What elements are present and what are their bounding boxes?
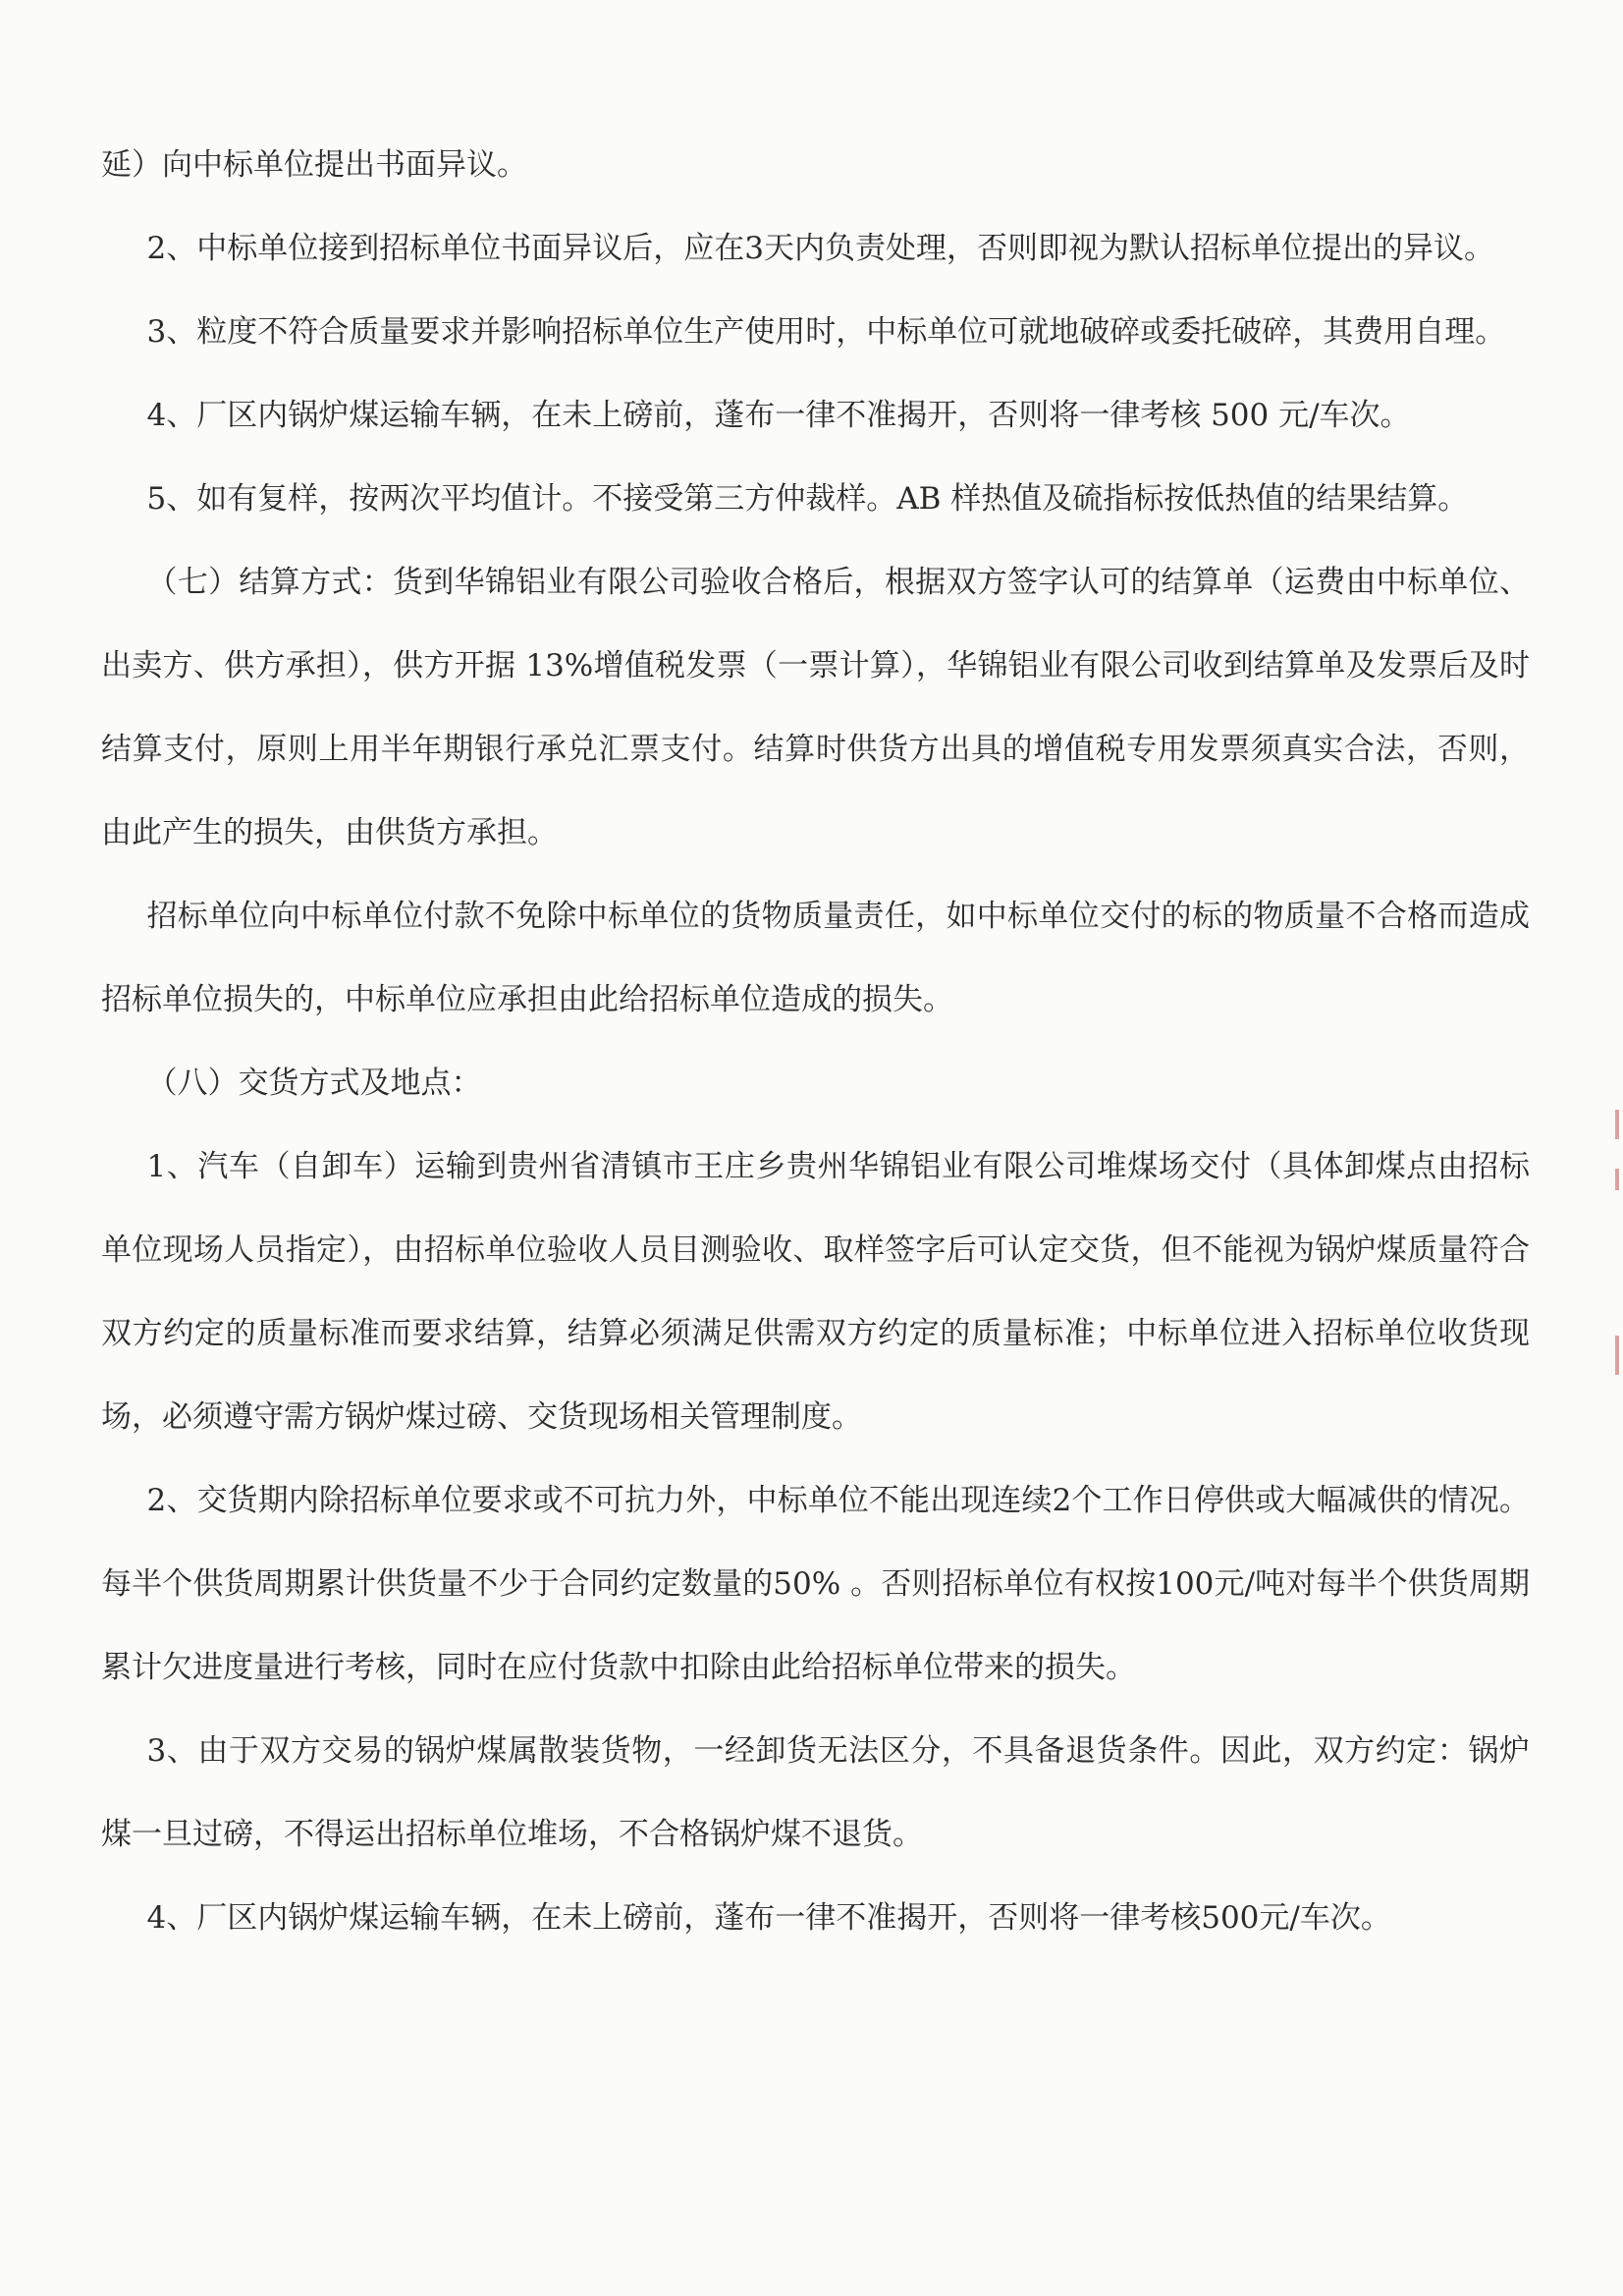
paragraph-objection-continued: 延）向中标单位提出书面异议。	[101, 147, 527, 183]
paragraph-payment-liability: 招标单位向中标单位付款不免除中标单位的货物质量责任，如中标单位交付的标的物质量不合格而造成招标单位损失的，中标单位应承担由此给招标单位造成的损失。	[101, 899, 1530, 1017]
scan-edge-mark	[1615, 1169, 1619, 1190]
document-body	[101, 124, 1530, 1960]
paragraph-item-3-granularity: 3、粒度不符合质量要求并影响招标单位生产使用时，中标单位可就地破碎或委托破碎，其费用自理。	[146, 314, 1506, 350]
scan-edge-mark	[1615, 1336, 1619, 1375]
paragraph-item-5-resample: 5、如有复样，按两次平均值计。不接受第三方仲裁样。AB 样热值及硫指标按低热值的结果结算。	[146, 481, 1469, 517]
heading-section-8-delivery: （八）交货方式及地点：	[146, 1066, 482, 1101]
paragraph-item-2-objection: 2、中标单位接到招标单位书面异议后，应在3天内负责处理，否则即视为默认招标单位提出的异议。	[146, 231, 1494, 266]
paragraph-delivery-item-4: 4、厂区内锅炉煤运输车辆，在未上磅前，蓬布一律不准揭开，否则将一律考核500元/车次。	[146, 1900, 1391, 1936]
paragraph-delivery-item-2: 2、交货期内除招标单位要求或不可抗力外，中标单位不能出现连续2个工作日停供或大幅减供的情况。每半个供货周期累计供货量不少于合同约定数量的50% 。否则招标单位有权按100元/吨对每半个供货周期累计欠进度量进行考核，同时在应付货款中扣除由此给招标单位带来的损失。	[101, 1483, 1530, 1685]
paragraph-delivery-item-1: 1、汽车（自卸车）运输到贵州省清镇市王庄乡贵州华锦铝业有限公司堆煤场交付（具体卸煤点由招标单位现场人员指定），由招标单位验收人员目测验收、取样签字后可认定交货，但不能视为锅炉煤质量符合双方约定的质量标准而要求结算，结算必须满足供需双方约定的质量标准；中标单位进入招标单位收货现场，必须遵守需方锅炉煤过磅、交货现场相关管理制度。	[101, 1149, 1530, 1435]
scan-edge-mark	[1615, 1110, 1619, 1139]
paragraph-section-7-settlement: （七）结算方式：货到华锦铝业有限公司验收合格后，根据双方签字认可的结算单（运费由中标单位、出卖方、供方承担），供方开据 13%增值税发票（一票计算），华锦铝业有限公司收到结算单及发票后及时结算支付，原则上用半年期银行承兑汇票支付。结算时供货方出具的增值税专用发票须真实合法，否则，由此产生的损失，由供货方承担。	[101, 565, 1530, 850]
paragraph-delivery-item-3: 3、由于双方交易的锅炉煤属散装货物，一经卸货无法区分，不具备退货条件。因此，双方约定：锅炉煤一旦过磅，不得运出招标单位堆场，不合格锅炉煤不退货。	[101, 1733, 1530, 1852]
paragraph-item-4-tarp: 4、厂区内锅炉煤运输车辆，在未上磅前，蓬布一律不准揭开，否则将一律考核 500 元/车次。	[146, 398, 1411, 433]
